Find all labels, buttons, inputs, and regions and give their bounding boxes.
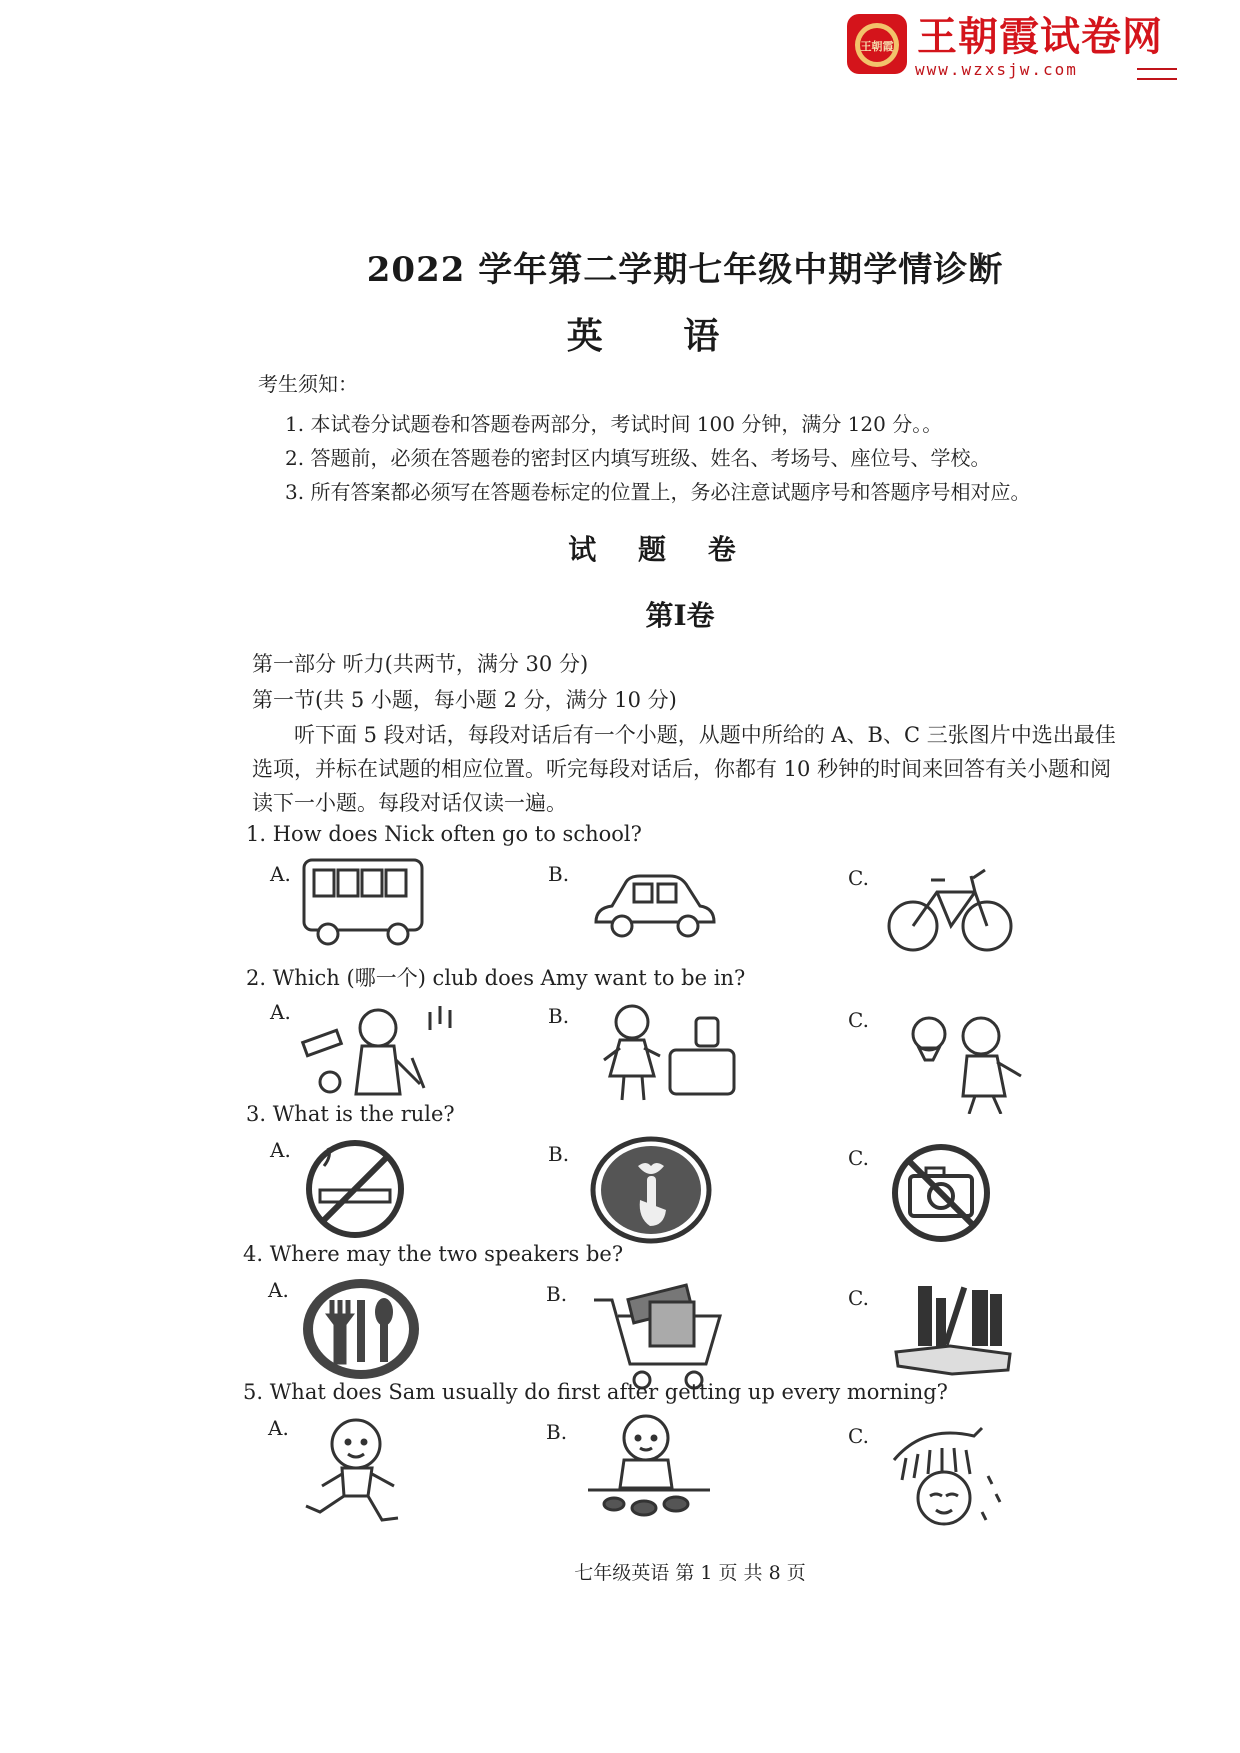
option-label: C. — [848, 1424, 869, 1448]
option-label: B. — [546, 1420, 568, 1444]
no-camera-icon — [888, 1140, 994, 1246]
brand-seal-icon — [845, 12, 909, 76]
question-text: 3. What is the rule? — [246, 1102, 455, 1126]
notice-item: 2. 答题前，必须在答题卷的密封区内填写班级、姓名、考场号、座位号、学校。 — [285, 446, 991, 470]
car-icon — [590, 872, 720, 942]
option-label: B. — [546, 1282, 568, 1306]
question-text: 4. Where may the two speakers be? — [243, 1242, 624, 1266]
part-heading: 第一部分 听力(共两节，满分 30 分) — [252, 652, 589, 676]
page-footer: 七年级英语 第 1 页 共 8 页 — [574, 1562, 806, 1584]
shower-girl-icon — [884, 1420, 1012, 1536]
volume-title: 第I卷 — [645, 599, 715, 632]
question-text: 1. How does Nick often go to school? — [246, 822, 642, 846]
option-label: B. — [548, 1142, 570, 1166]
brand-logo — [845, 12, 1165, 78]
paper-title: 试 题 卷 — [568, 533, 752, 566]
bus-icon — [300, 856, 430, 948]
option-label: C. — [848, 866, 869, 890]
dancing-girl-icon — [600, 1000, 740, 1104]
option-label: A. — [270, 1000, 291, 1024]
brand-url: www.wzxsjw.com — [915, 60, 1078, 79]
eating-boy-icon — [584, 1412, 714, 1524]
keep-quiet-icon — [590, 1136, 712, 1244]
notice-heading: 考生须知： — [258, 372, 358, 396]
restaurant-icon — [300, 1276, 422, 1382]
svg-text:王朝霞: 王朝霞 — [860, 40, 894, 53]
listening-instructions: 听下面 5 段对话，每段对话后有一个小题，从题中所给的 A、B、C 三张图片中选出最佳选项，并标在试题的相应位置。听完每段对话后，你都有 10 秒钟的时间来回答有关小题和阅读下一小题。每段对话仅读一遍。 — [252, 723, 1116, 815]
brand-underline — [1137, 68, 1177, 80]
shopping-cart-icon — [590, 1272, 736, 1392]
notice-item: 3. 所有答案都必须写在答题卷标定的位置上，务必注意试题序号和答题序号相对应。 — [285, 480, 1031, 504]
section-heading: 第一节(共 5 小题，每小题 2 分，满分 10 分) — [252, 688, 677, 712]
option-label: C. — [848, 1146, 869, 1170]
question-text: 2. Which (哪一个) club does Amy want to be in? — [246, 966, 746, 990]
option-label: B. — [548, 862, 570, 886]
question-text: 5. What does Sam usually do first after getting up every morning? — [243, 1380, 948, 1404]
basketball-boy-icon — [905, 1010, 1045, 1114]
option-label: A. — [268, 1416, 289, 1440]
option-label: A. — [270, 1138, 291, 1162]
running-boy-icon — [298, 1414, 416, 1530]
option-label: C. — [848, 1008, 869, 1032]
option-label: C. — [848, 1286, 869, 1310]
option-label: A. — [270, 862, 291, 886]
notice-item: 1. 本试卷分试题卷和答题卷两部分，考试时间 100 分钟，满分 120 分。。 — [285, 412, 943, 436]
brand-name: 王朝霞试卷网 — [917, 14, 1163, 60]
option-label: A. — [268, 1278, 289, 1302]
option-label: B. — [548, 1004, 570, 1028]
exam-title: 2022 学年第二学期七年级中期学情诊断 — [366, 250, 1004, 290]
no-smoking-icon — [302, 1136, 408, 1242]
exam-subject: 英 语 — [566, 315, 754, 357]
library-books-icon — [888, 1280, 1018, 1380]
music-boy-icon — [300, 998, 460, 1098]
bicycle-icon — [885, 852, 1015, 956]
